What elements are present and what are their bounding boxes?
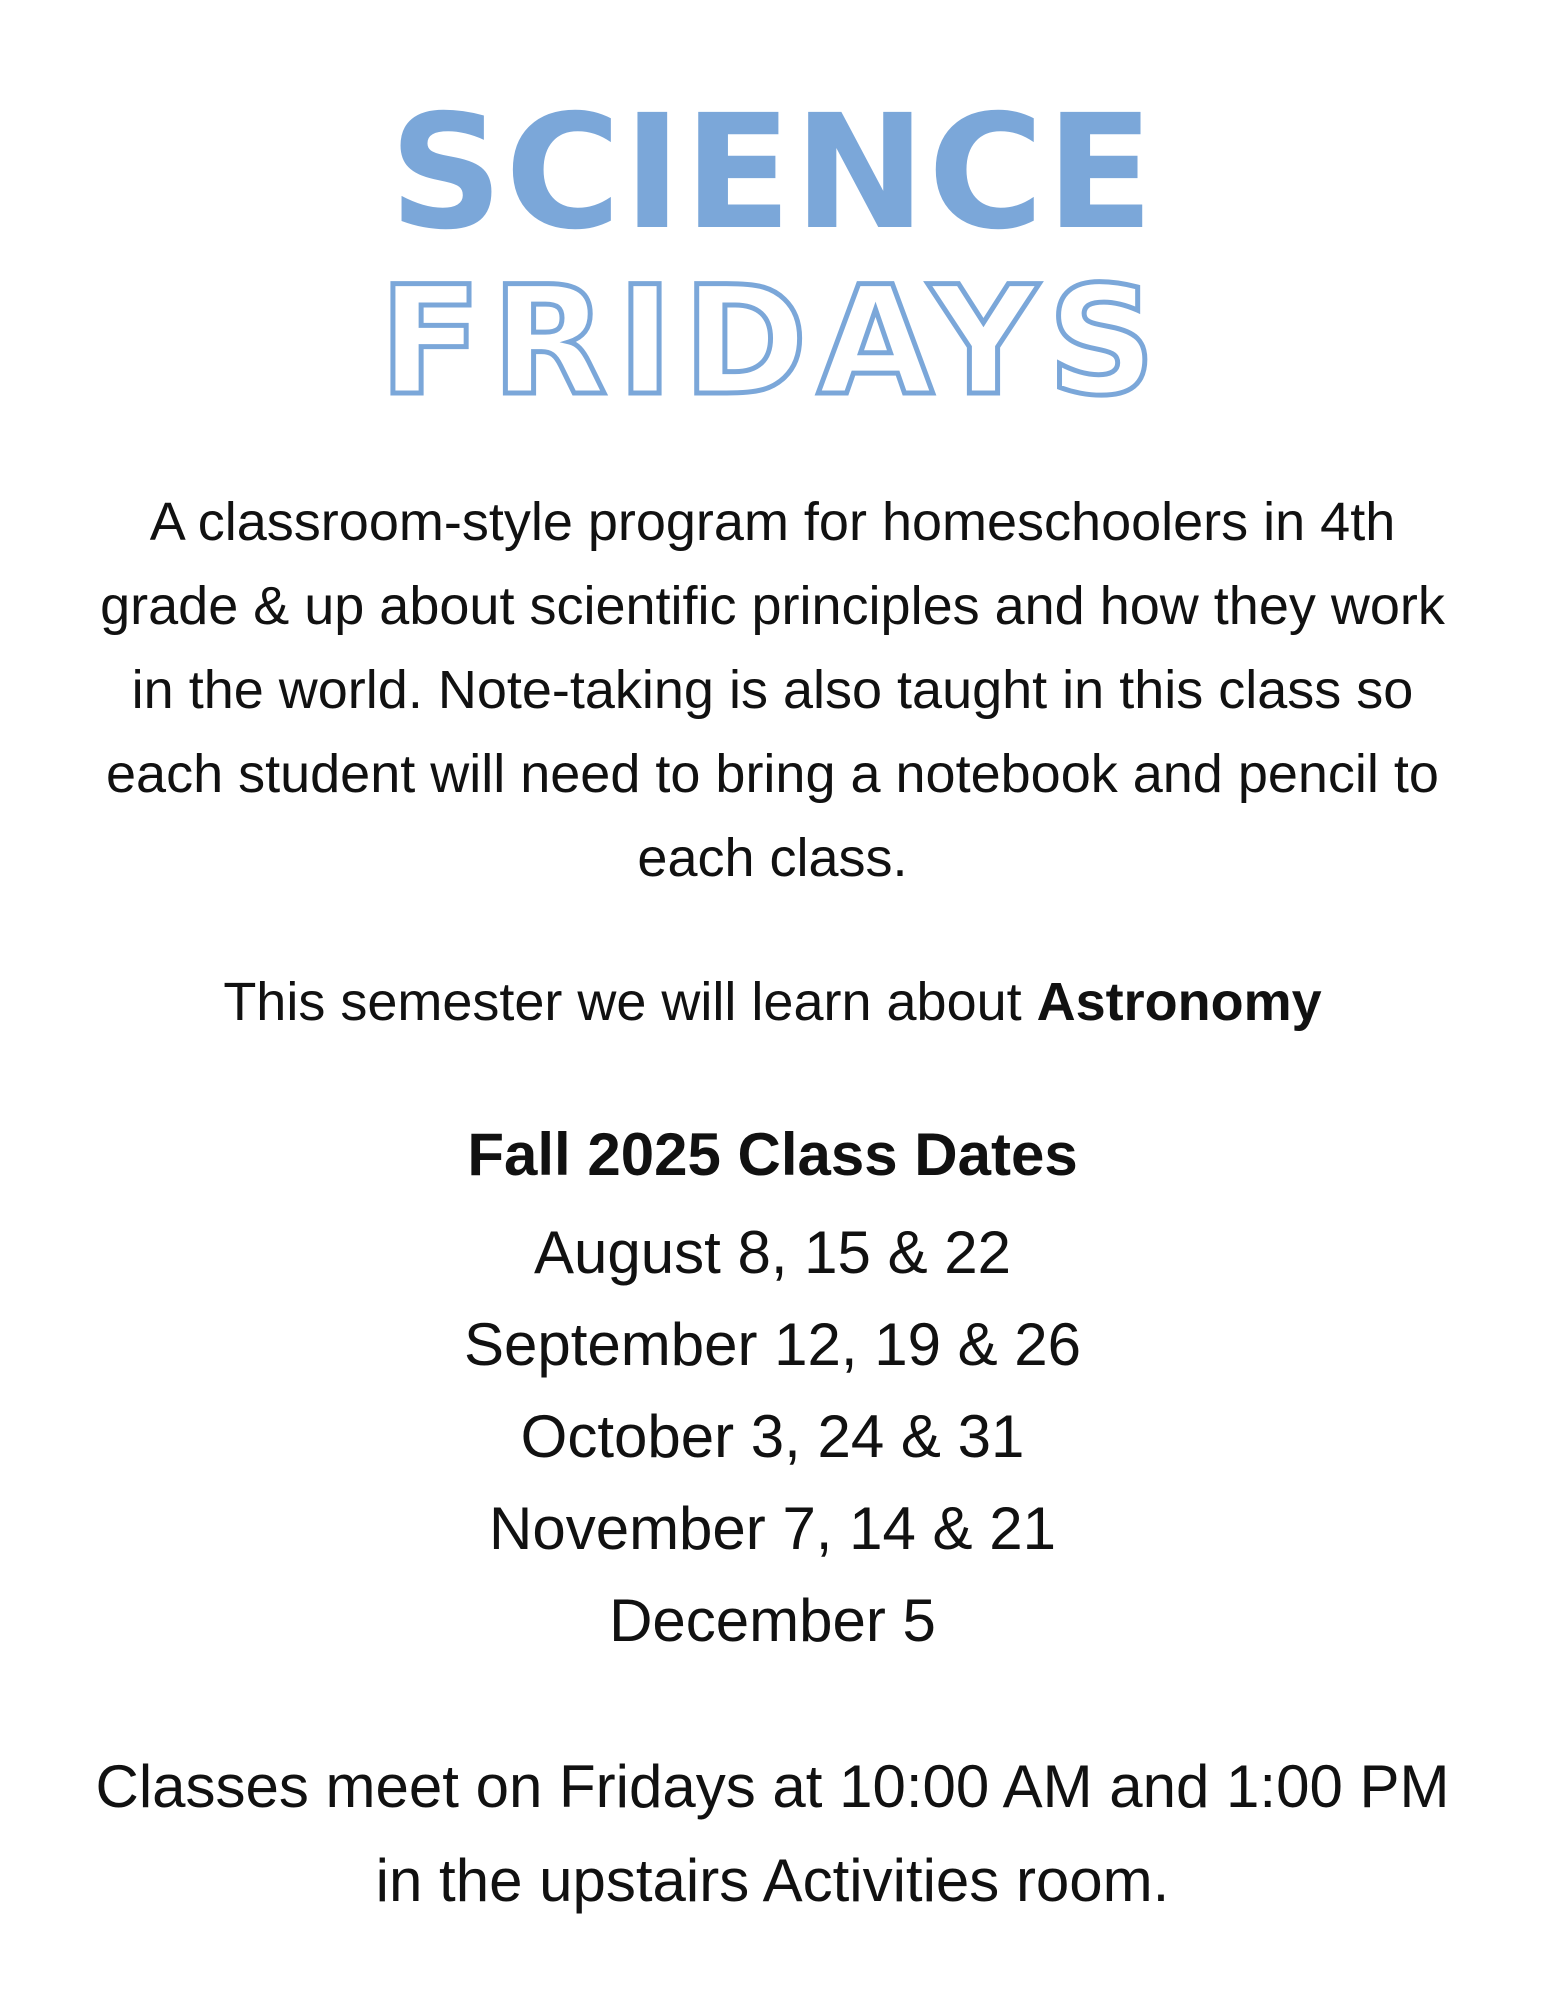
program-description: A classroom-style program for homeschoolers in 4th grade & up about scientific principles and how they work in the world. Note-taking is also taught in this class so each student will need to bring a notebook and pencil to each class.	[100, 492, 1445, 888]
semester-topic-lead: This semester we will learn about	[223, 972, 1037, 1032]
meeting-info: Classes meet on Fridays at 10:00 AM and 1:00 PM in the upstairs Activities room.	[95, 1753, 1450, 1914]
class-date-item: October 3, 24 & 31	[520, 1403, 1025, 1470]
title-science: SCIENCE	[389, 81, 1156, 265]
class-date-item: August 8, 15 & 22	[533, 1219, 1011, 1286]
semester-topic	[0, 962, 1545, 1042]
class-dates-heading: Fall 2025 Class Dates	[467, 1121, 1078, 1188]
semester-topic-subject: Astronomy	[1036, 972, 1322, 1032]
class-date-item: November 7, 14 & 21	[489, 1495, 1056, 1562]
title-fridays: FRIDAYS	[379, 255, 1166, 429]
class-date-item: September 12, 19 & 26	[463, 1311, 1082, 1378]
class-date-item: December 5	[609, 1587, 936, 1654]
class-dates-list	[0, 1207, 1545, 1667]
